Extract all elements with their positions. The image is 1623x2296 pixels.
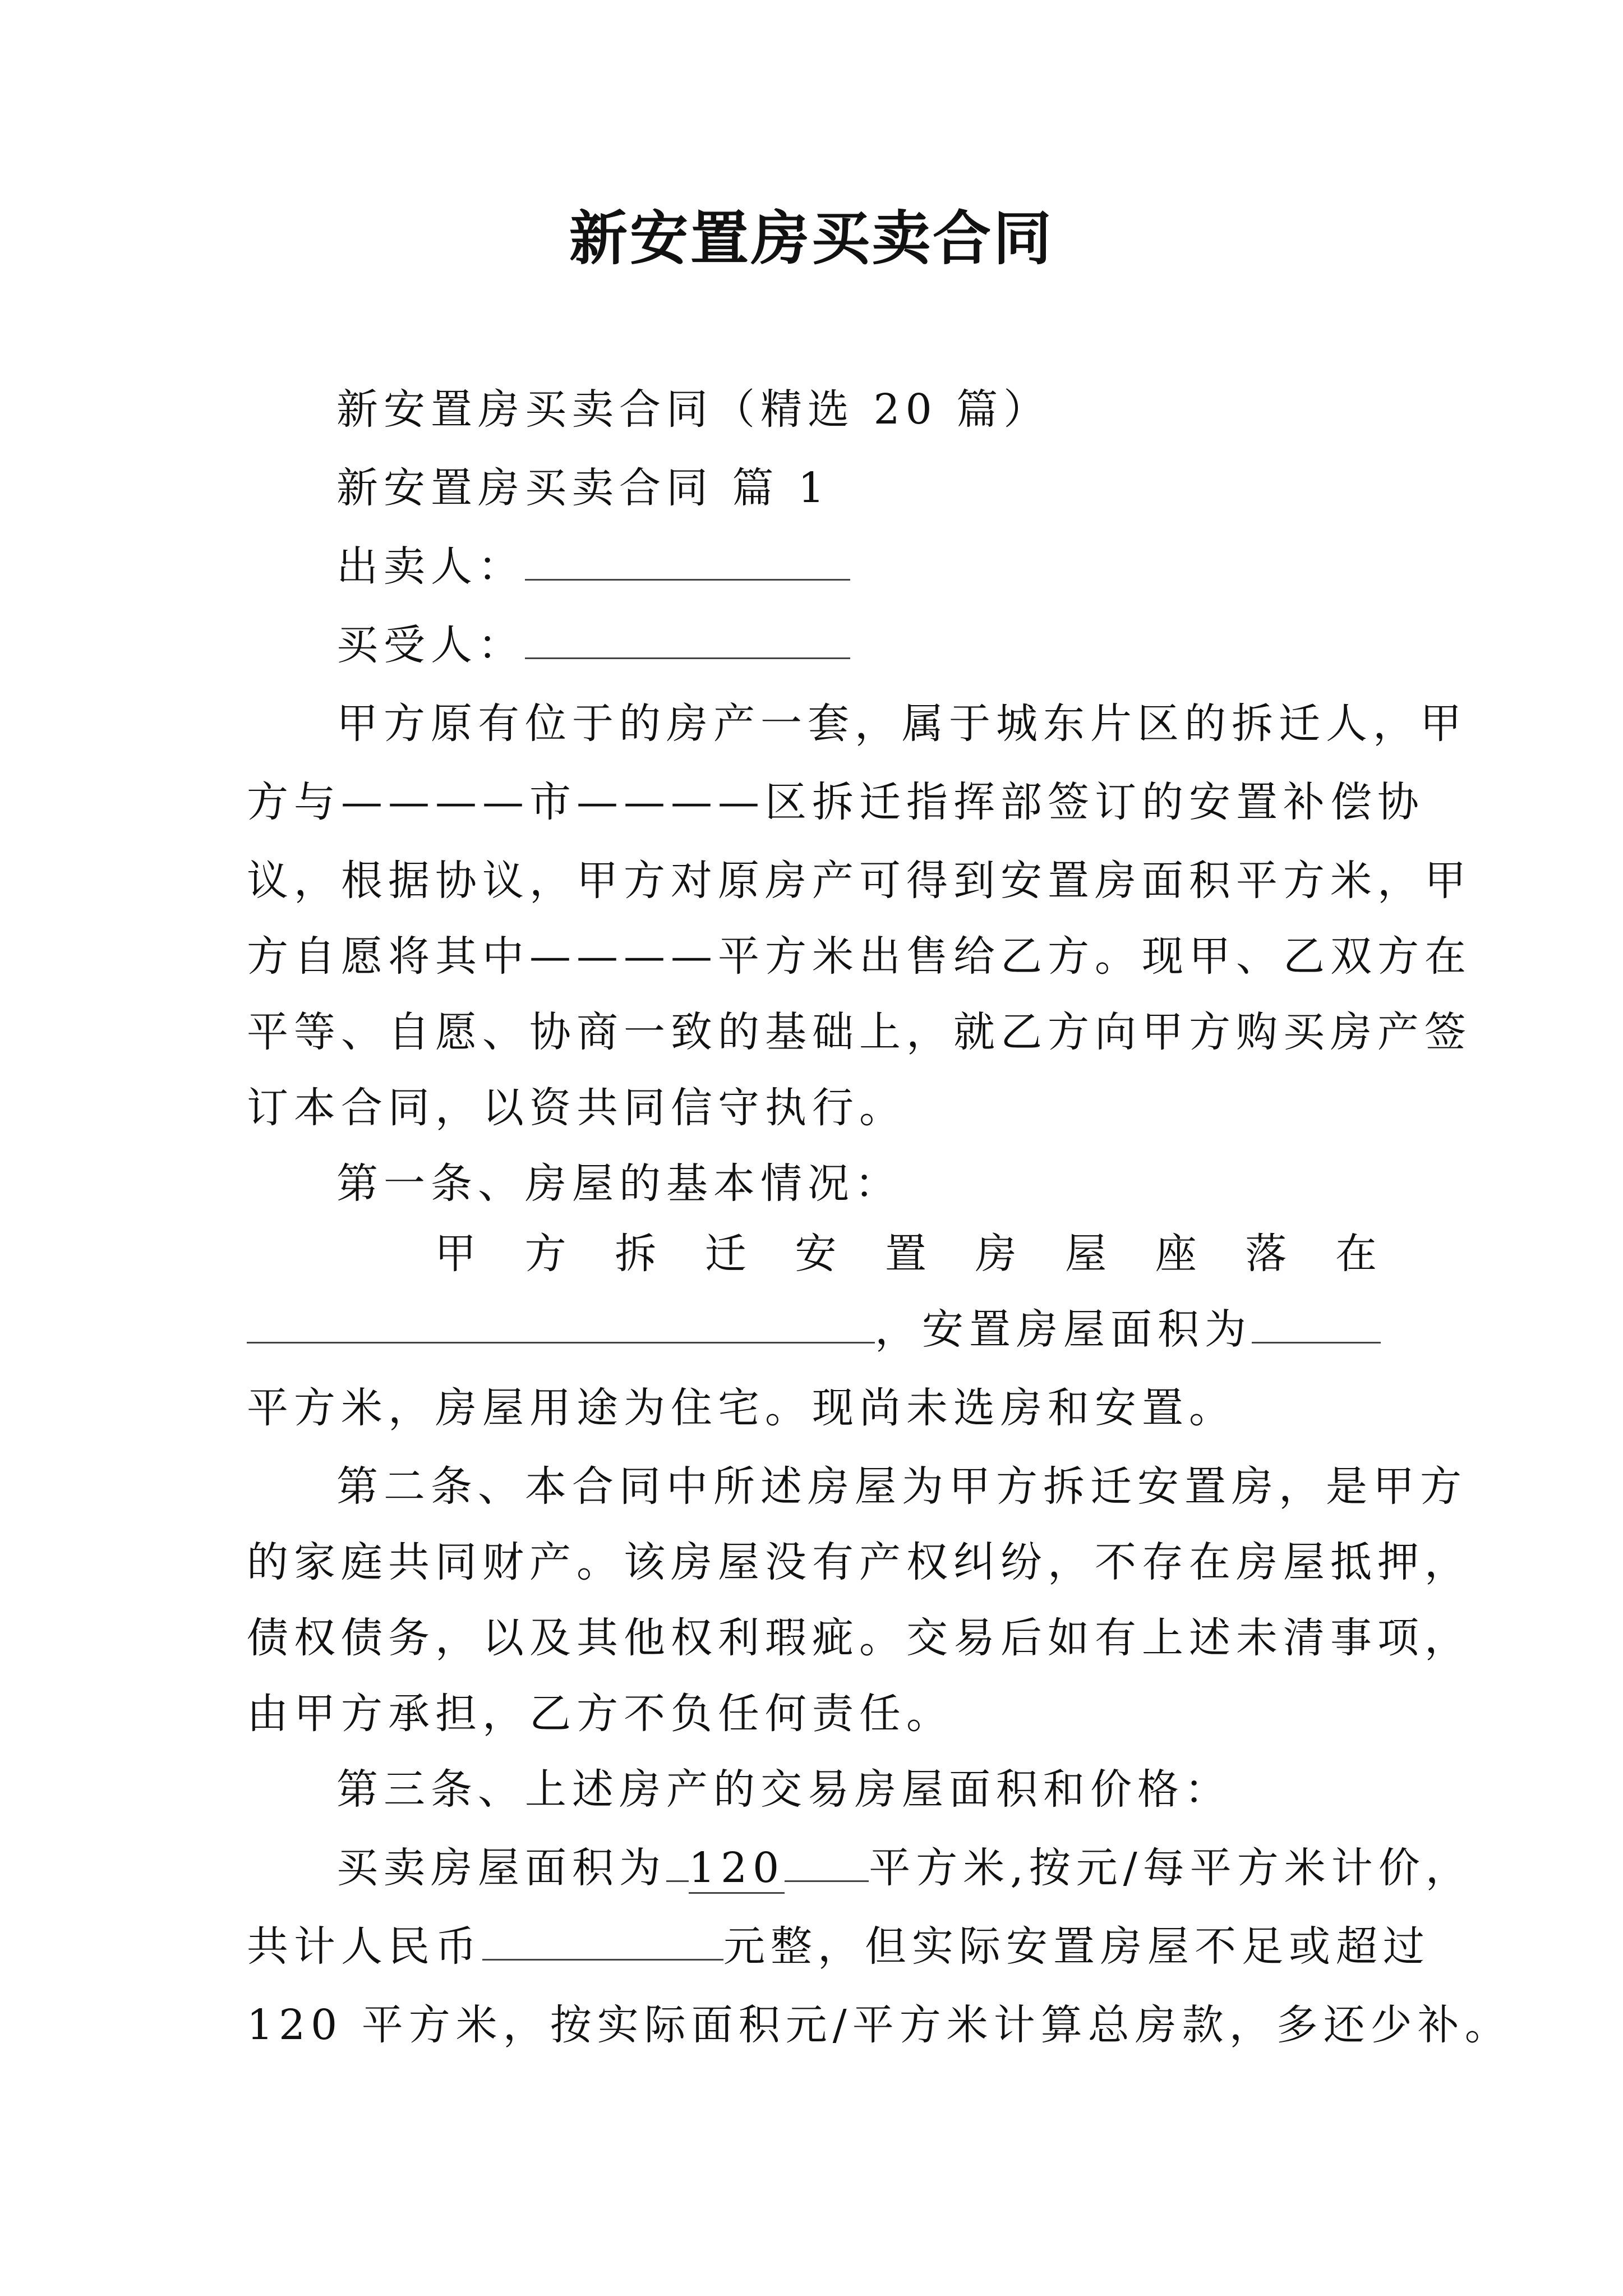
article3-text: 共计人民币 xyxy=(247,1922,482,1971)
intro-line-3: 议，根据协议，甲方对原房产可得到安置房面积平方米，甲 xyxy=(247,857,1472,905)
seller-label: 出卖人： xyxy=(336,542,525,591)
total-price-blank xyxy=(482,1918,723,1961)
article3-heading: 第三条、上述房产的交易房屋面积和价格： xyxy=(336,1765,1232,1814)
spread-char: 拆 xyxy=(615,1230,657,1278)
spread-char: 迁 xyxy=(704,1230,746,1278)
article1-line-2 xyxy=(247,1301,1381,1358)
article3-text: 元整，但实际安置房屋不足或超过 xyxy=(723,1922,1430,1971)
spread-char: 屋 xyxy=(1065,1230,1107,1278)
intro-line-1: 甲方原有位于的房产一套，属于城东片区的拆迁人，甲 xyxy=(336,700,1467,748)
intro-line-4: 方自愿将其中————平方米出售给乙方。现甲、乙双方在 xyxy=(247,932,1472,981)
spread-char: 安 xyxy=(795,1230,837,1278)
article2-line-2: 的家庭共同财产。该房屋没有产权纠纷，不存在房屋抵押， xyxy=(247,1538,1472,1586)
section-heading: 新安置房买卖合同 篇 1 xyxy=(336,464,831,512)
area-blank-right xyxy=(785,1840,869,1882)
article2-line-4: 由甲方承担，乙方不负任何责任。 xyxy=(247,1690,953,1738)
spread-char: 房 xyxy=(975,1230,1017,1278)
area-label: ，安置房屋面积为 xyxy=(875,1305,1252,1354)
buyer-blank xyxy=(525,617,850,659)
buyer-line xyxy=(336,617,850,673)
article3-line-1 xyxy=(336,1840,1473,1896)
seller-line xyxy=(336,539,850,595)
spread-char: 落 xyxy=(1245,1230,1287,1278)
intro-line-6: 订本合同，以资共同信守执行。 xyxy=(247,1084,906,1132)
article3-line-2 xyxy=(247,1918,1430,1975)
spread-char: 置 xyxy=(884,1230,926,1278)
document-title: 新安置房买卖合同 xyxy=(569,204,1054,273)
article1-line-3: 平方米，房屋用途为住宅。现尚未选房和安置。 xyxy=(247,1384,1236,1432)
article3-text: 平方米,按元/每平方米计价， xyxy=(869,1844,1473,1892)
area-blank-left xyxy=(666,1840,689,1882)
document-subtitle: 新安置房买卖合同（精选 20 篇） xyxy=(336,385,1051,434)
location-blank xyxy=(247,1301,875,1343)
article3-line-3: 120 平方米，按实际面积元/平方米计算总房款，多还少补。 xyxy=(247,2001,1512,2049)
article1-spread-line xyxy=(435,1226,1377,1282)
buyer-label: 买受人： xyxy=(336,621,525,669)
article3-text: 买卖房屋面积为 xyxy=(336,1844,666,1892)
intro-line-2: 方与————市————区拆迁指挥部签订的安置补偿协 xyxy=(247,778,1424,826)
spread-char: 座 xyxy=(1155,1230,1197,1278)
spread-char: 甲 xyxy=(435,1230,476,1278)
area-value: 120 xyxy=(689,1844,785,1894)
article1-heading: 第一条、房屋的基本情况： xyxy=(336,1159,902,1208)
article2-line-3: 债权债务，以及其他权利瑕疵。交易后如有上述未清事项， xyxy=(247,1614,1472,1662)
spread-char: 在 xyxy=(1335,1230,1377,1278)
intro-line-5: 平等、自愿、协商一致的基础上，就乙方向甲方购买房产签 xyxy=(247,1008,1472,1056)
article2-line-1: 第二条、本合同中所述房屋为甲方拆迁安置房，是甲方 xyxy=(336,1462,1467,1511)
seller-blank xyxy=(525,539,850,581)
spread-char: 方 xyxy=(524,1230,566,1278)
area-blank xyxy=(1252,1301,1381,1343)
